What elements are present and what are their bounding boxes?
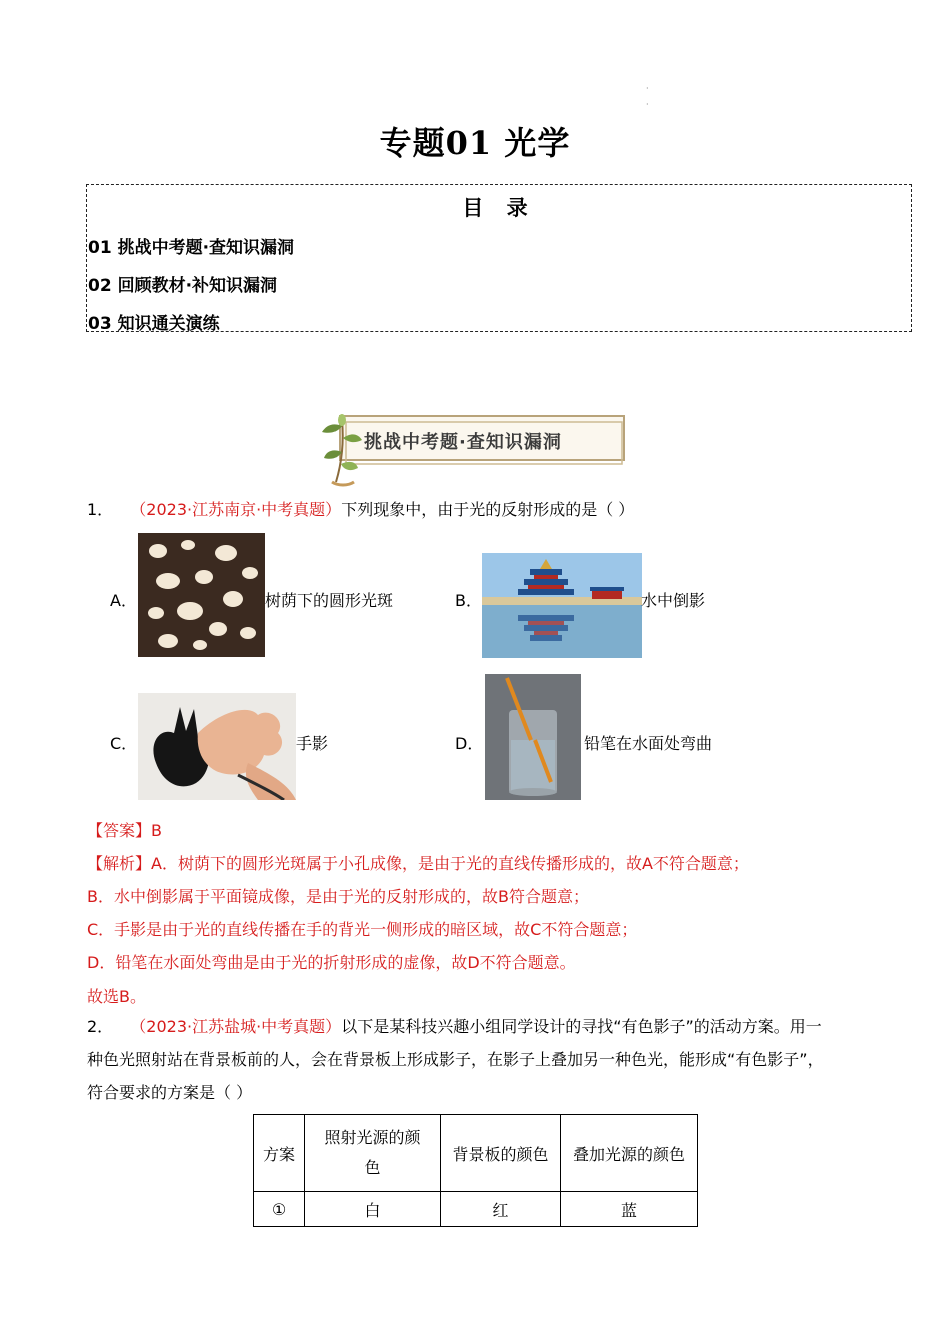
table-cell: 白 (305, 1192, 441, 1227)
option-d-text: 铅笔在水面处弯曲 (584, 734, 713, 753)
question-1-line (87, 498, 634, 522)
table-cell: ① (254, 1192, 305, 1227)
question-1-analysis-c: C．手影是由于光的直线传播在手的背光一侧形成的暗区域，故C不符合题意； (87, 920, 638, 939)
question-2-line-1 (87, 1015, 822, 1039)
question-1-answer: 【答案】B (87, 821, 162, 840)
table-header-cell: 背景板的颜色 (441, 1115, 561, 1192)
pencil-in-water-photo (485, 674, 581, 800)
option-b-text: 水中倒影 (641, 591, 706, 610)
question-2-source: （2023·江苏盐城·中考真题） (130, 1017, 342, 1036)
option-a-text: 树荫下的圆形光斑 (265, 591, 394, 610)
table-cell: 红 (441, 1192, 561, 1227)
toc-item-03[interactable]: 03 知识通关演练 (88, 314, 220, 334)
option-d-letter[interactable]: D． (455, 734, 484, 753)
toc-item-01[interactable]: 01 挑战中考题·查知识漏洞 (88, 238, 295, 258)
table-header-row (254, 1115, 698, 1192)
table-header-cell (305, 1115, 441, 1192)
question-1-analysis-b: B．水中倒影属于平面镜成像，是由于光的反射形成的，故B符合题意； (87, 887, 589, 906)
question-2-stem-1: 以下是某科技兴趣小组同学设计的寻找“有色影子”的活动方案。用一 (341, 1017, 822, 1036)
question-2-line-2: 种色光照射站在背景板前的人，会在背景板上形成影子，在影子上叠加另一种色光，能形成“有色影子”， (87, 1050, 824, 1069)
question-2-number: 2． (87, 1017, 114, 1036)
table-row (254, 1192, 698, 1227)
plan-table (253, 1114, 698, 1227)
corner-mark-2: · (646, 100, 649, 109)
toc-heading: 目 录 (462, 196, 536, 220)
option-c-letter[interactable]: C． (110, 734, 138, 753)
option-c-text: 手影 (296, 734, 329, 753)
option-a-letter[interactable]: A． (110, 591, 137, 610)
question-1-conclusion: 故选B。 (87, 987, 146, 1006)
question-1-analysis-a: 【解析】A．树荫下的圆形光斑属于小孔成像，是由于光的直线传播形成的，故A不符合题意； (87, 854, 749, 873)
section-banner-title: 挑战中考题·查知识漏洞 (364, 432, 562, 453)
toc-item-02[interactable]: 02 回顾教材·补知识漏洞 (88, 276, 278, 296)
table-cell: 蓝 (561, 1192, 698, 1227)
page-title: 专题01 光学 (379, 124, 571, 162)
question-1-stem: 下列现象中，由于光的反射形成的是（ ） (341, 500, 635, 519)
question-1-analysis-d: D．铅笔在水面处弯曲是由于光的折射形成的虚像，故D不符合题意。 (87, 953, 576, 972)
option-b-letter[interactable]: B． (455, 591, 482, 610)
table-header-line: 照射光源的颜 (324, 1128, 421, 1147)
temple-reflection-photo (482, 553, 642, 658)
corner-mark: · (646, 84, 649, 93)
table-header-line: 色 (364, 1158, 381, 1177)
table-header-cell: 方案 (254, 1115, 305, 1192)
question-1-number: 1． (87, 500, 114, 519)
hand-shadow-photo (138, 693, 296, 800)
table-header-cell: 叠加光源的颜色 (561, 1115, 698, 1192)
question-2-line-3: 符合要求的方案是（ ） (87, 1083, 253, 1102)
question-1-source: （2023·江苏南京·中考真题） (130, 500, 342, 519)
light-spots-photo (138, 533, 265, 657)
